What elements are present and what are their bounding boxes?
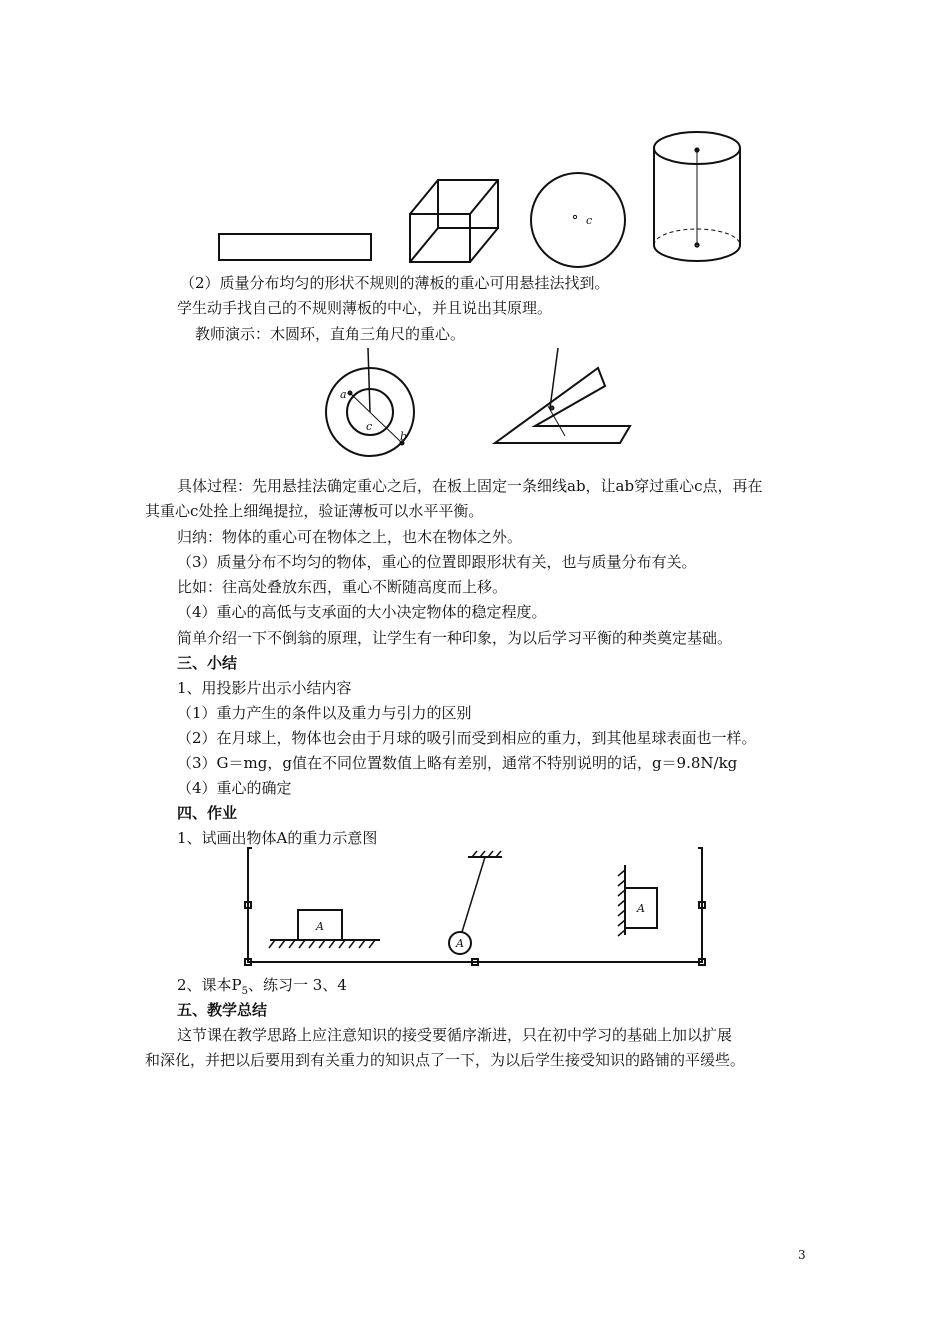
summary-line-1: 1、用投影片出示小结内容 bbox=[177, 679, 352, 697]
text-line-6: 归纳：物体的重心可在物体之上，也木在物体之外。 bbox=[177, 528, 523, 546]
summary-line-4: （3）G＝mg，g值在不同位置数值上略有差别，通常不特别说明的话，g＝9.8N/kg bbox=[177, 754, 738, 772]
cylinder-shape bbox=[654, 132, 740, 261]
summary-line-3: （2）在月球上，物体也会由于月球的吸引而受到相应的重力，到其他星球表面也一样。 bbox=[177, 729, 757, 747]
block-on-ground bbox=[269, 910, 380, 948]
summary-line-5: （4）重心的确定 bbox=[177, 779, 292, 797]
wooden-ring bbox=[326, 348, 414, 456]
sphere-shape bbox=[531, 173, 625, 267]
homework-line-2-prefix: 2、课本P bbox=[177, 976, 242, 994]
block-on-wall bbox=[618, 865, 657, 936]
center-label: c bbox=[586, 214, 593, 227]
bar-shape bbox=[219, 234, 371, 260]
text-line-5: 其重心c处拴上细绳提拉，验证薄板可以水平平衡。 bbox=[145, 502, 484, 520]
ring-label-a: a bbox=[340, 388, 347, 401]
reflection-line-2: 和深化，并把以后要用到有关重力的知识点了一下，为以后学生接受知识的路铺的平缓些。 bbox=[145, 1051, 746, 1069]
section-heading-homework: 四、作业 bbox=[177, 804, 238, 822]
gravity-diagram-figure bbox=[240, 840, 710, 970]
ring-and-triangle-figure bbox=[320, 348, 640, 468]
text-line-8: 比如：往高处叠放东西，重心不断随高度而上移。 bbox=[177, 578, 508, 596]
text-line-10: 简单介绍一下不倒翁的原理，让学生有一种印象，为以后学习平衡的种类奠定基础。 bbox=[177, 629, 733, 647]
page-subscript: 5 bbox=[241, 986, 249, 997]
section-heading-summary: 三、小结 bbox=[177, 654, 238, 672]
text-line-7: （3）质量分布不均匀的物体，重心的位置即跟形状有关，也与质量分布有关。 bbox=[177, 553, 697, 571]
ball-label-a: A bbox=[456, 937, 464, 950]
wall-block-label-a: A bbox=[637, 902, 645, 915]
ring-label-b: b bbox=[400, 430, 408, 443]
text-line-9: （4）重心的高低与支承面的大小决定物体的稳定程度。 bbox=[177, 603, 547, 621]
summary-line-2: （1）重力产生的条件以及重力与引力的区别 bbox=[177, 704, 472, 722]
homework-line-1: 1、试画出物体A的重力示意图 bbox=[177, 829, 378, 847]
text-line-2: 学生动手找自己的不规则薄板的中心，并且说出其原理。 bbox=[177, 299, 553, 317]
homework-line-2-suffix: 、练习一 3、4 bbox=[248, 976, 347, 994]
hanging-ball bbox=[449, 851, 502, 954]
geometric-shapes-figure bbox=[210, 120, 770, 270]
text-line-4: 具体过程：先用悬挂法确定重心之后，在板上固定一条细线ab，让ab穿过重心c点，再在 bbox=[177, 477, 763, 495]
set-square bbox=[495, 348, 630, 443]
reflection-line-1: 这节课在教学思路上应注意知识的接受要循序渐进，只在初中学习的基础上加以扩展 bbox=[177, 1026, 733, 1044]
page-number: 3 bbox=[798, 1248, 806, 1262]
text-line-1: （2）质量分布均匀的形状不规则的薄板的重心可用悬挂法找到。 bbox=[180, 274, 610, 292]
text-line-3: 教师演示：木圆环，直角三角尺的重心。 bbox=[195, 325, 466, 343]
selection-frame bbox=[245, 848, 705, 965]
ring-label-c: c bbox=[366, 420, 373, 433]
cube-shape bbox=[410, 180, 498, 262]
section-heading-reflection: 五、教学总结 bbox=[177, 1001, 268, 1019]
homework-line-2 bbox=[177, 975, 347, 1002]
block-label-a: A bbox=[316, 920, 324, 933]
